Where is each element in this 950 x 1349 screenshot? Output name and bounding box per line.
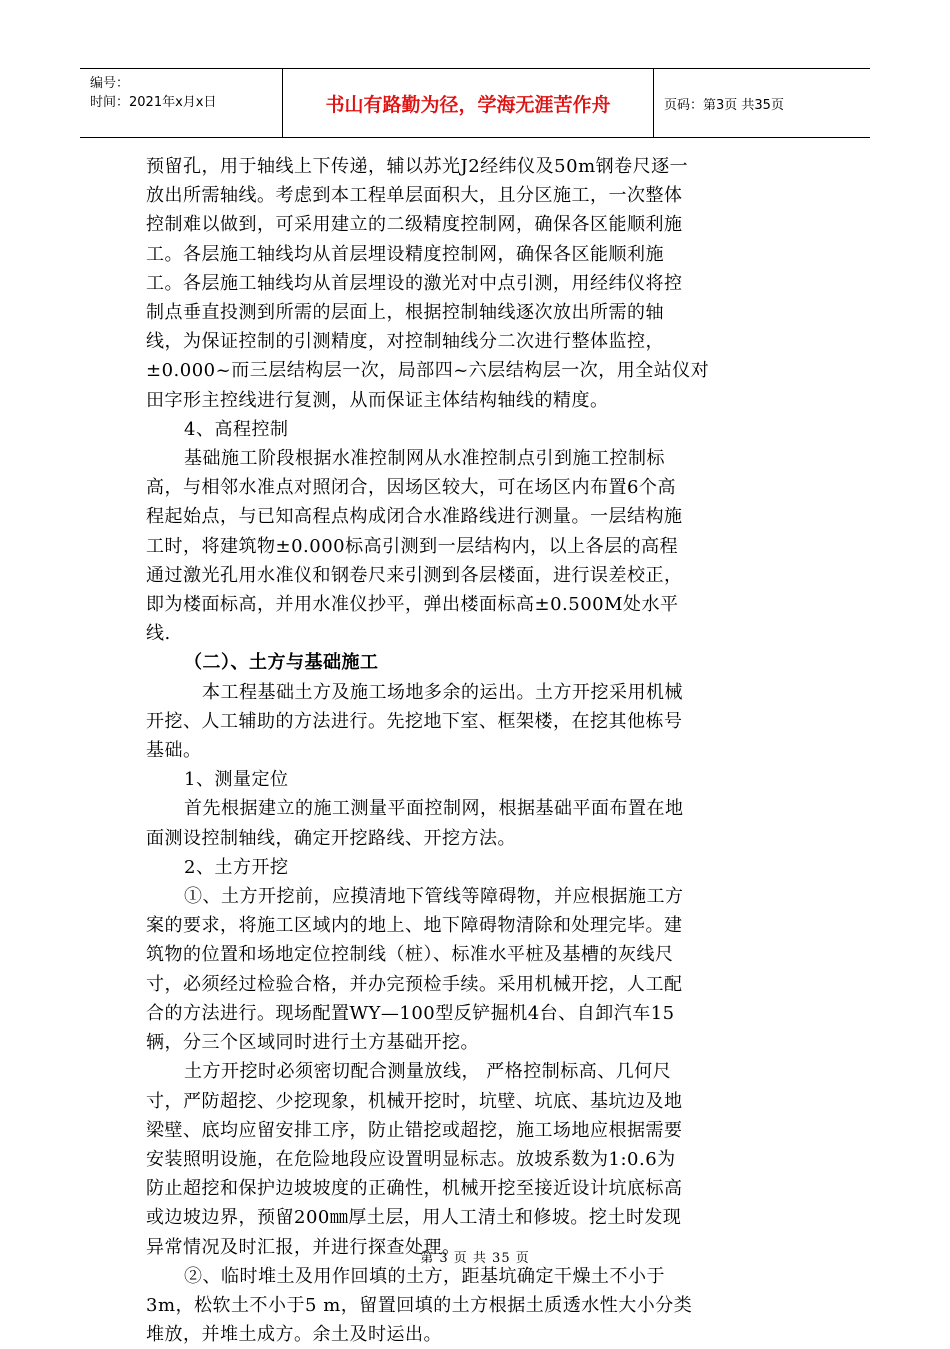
body-line: 线，为保证控制的引测精度，对控制轴线分二次进行整体监控， [146, 331, 664, 353]
body-line: 寸，严防超挖、少挖现象，机械开挖时，坑壁、坑底、基坑边及地 [146, 1090, 683, 1112]
body-line: 基础施工阶段根据水准控制网从水准控制点引到施工控制标 [184, 448, 665, 470]
body-line: 控制难以做到，可采用建立的二级精度控制网，确保各区能顺利施 [146, 214, 683, 236]
document-body [146, 152, 811, 1349]
body-line: 异常情况及时汇报，并进行探查处理。 [146, 1236, 461, 1258]
section-heading-survey-positioning: 1、测量定位 [184, 769, 289, 791]
section-heading-elevation-control: 4、高程控制 [184, 418, 289, 440]
body-line: 工。各层施工轴线均从首层埋设精度控制网，确保各区能顺利施 [146, 243, 664, 265]
body-line: 安装照明设施，在危险地段应设置明显标志。放坡系数为1:0.6为 [146, 1148, 676, 1170]
body-line: 放出所需轴线。考虑到本工程单层面积大，且分区施工，一次整体 [146, 185, 683, 207]
body-line: 程起始点，与已知高程点构成闭合水准路线进行测量。一层结构施 [146, 506, 683, 528]
body-line: 首先根据建立的施工测量平面控制网，根据基础平面布置在地 [184, 798, 684, 820]
section-heading-earthwork: （二）、土方与基础施工 [184, 652, 379, 674]
body-line: 面测设控制轴线，确定开挖路线、开挖方法。 [146, 827, 516, 849]
section-heading-excavation: 2、土方开挖 [184, 856, 289, 878]
body-line: 田字形主控线进行复测，从而保证主体结构轴线的精度。 [146, 389, 609, 411]
document-number-label: 编号： [90, 76, 130, 91]
page-header [80, 68, 870, 138]
body-line: 防止超挖和保护边坡坡度的正确性，机械开挖至接近设计坑底标高 [146, 1178, 683, 1200]
body-line: 开挖、人工辅助的方法进行。先挖地下室、框架楼，在挖其他栋号 [146, 710, 683, 732]
body-line: 案的要求，将施工区域内的地上、地下障碍物清除和处理完毕。建 [146, 915, 683, 937]
header-motto: 书山有路勤为径，学海无涯苦作舟 [283, 69, 654, 137]
body-line: 通过激光孔用水准仪和钢卷尺来引测到各层楼面，进行误差校正， [146, 564, 683, 586]
body-line: 高，与相邻水准点对照闭合，因场区较大，可在场区内布置6个高 [146, 477, 676, 499]
body-line: 梁壁、底均应留安排工序，防止错挖或超挖，施工场地应根据需要 [146, 1119, 683, 1141]
body-line: 制点垂直投测到所需的层面上，根据控制轴线逐次放出所需的轴 [146, 302, 664, 324]
body-line: 辆，分三个区域同时进行土方基础开挖。 [146, 1032, 479, 1054]
body-line: 或边坡边界，预留200㎜厚土层，用人工清土和修坡。挖土时发现 [146, 1207, 682, 1229]
document-time-label: 时间：2021年x月x日 [90, 95, 217, 110]
body-line: 预留孔，用于轴线上下传递，辅以苏光J2经纬仪及50m钢卷尺逐一 [146, 156, 689, 177]
body-line: 合的方法进行。现场配置WY—100型反铲掘机4台、自卸汽车15 [146, 1002, 675, 1024]
body-line: ①、土方开挖前，应摸清地下管线等障碍物，并应根据施工方 [184, 886, 684, 908]
body-line: 本工程基础土方及施工场地多余的运出。土方开挖采用机械 [202, 681, 683, 703]
body-line: 堆放，并堆土成方。余土及时运出。 [146, 1324, 442, 1346]
body-line: 3m，松软土不小于5 m，留置回填的土方根据土质透水性大小分类 [146, 1294, 693, 1316]
body-line: 线. [146, 623, 171, 645]
body-line: 工时，将建筑物±0.000标高引测到一层结构内，以上各层的高程 [146, 535, 679, 557]
header-meta [80, 69, 283, 137]
body-line: 基础。 [146, 740, 202, 762]
body-line: 工。各层施工轴线均从首层埋设的激光对中点引测，用经纬仪将控 [146, 272, 683, 294]
body-line: 筑物的位置和场地定位控制线（桩）、标准水平桩及基槽的灰线尺 [146, 944, 674, 966]
body-line: 寸，必须经过检验合格，并办完预检手续。采用机械开挖，人工配 [146, 973, 683, 995]
header-page-number: 页码：第3页 共35页 [664, 97, 784, 113]
body-line: ±0.000~而三层结构层一次，局部四~六层结构层一次，用全站仪对 [146, 360, 710, 382]
body-line: 土方开挖时必须密切配合测量放线， 严格控制标高、几何尺 [184, 1061, 672, 1083]
body-line: 即为楼面标高，并用水准仪抄平，弹出楼面标高±0.500M处水平 [146, 594, 679, 616]
body-line: ②、临时堆土及用作回填的土方，距基坑确定干燥土不小于 [184, 1265, 665, 1287]
page-footer: 第 3 页 共 35 页 [420, 1251, 530, 1266]
